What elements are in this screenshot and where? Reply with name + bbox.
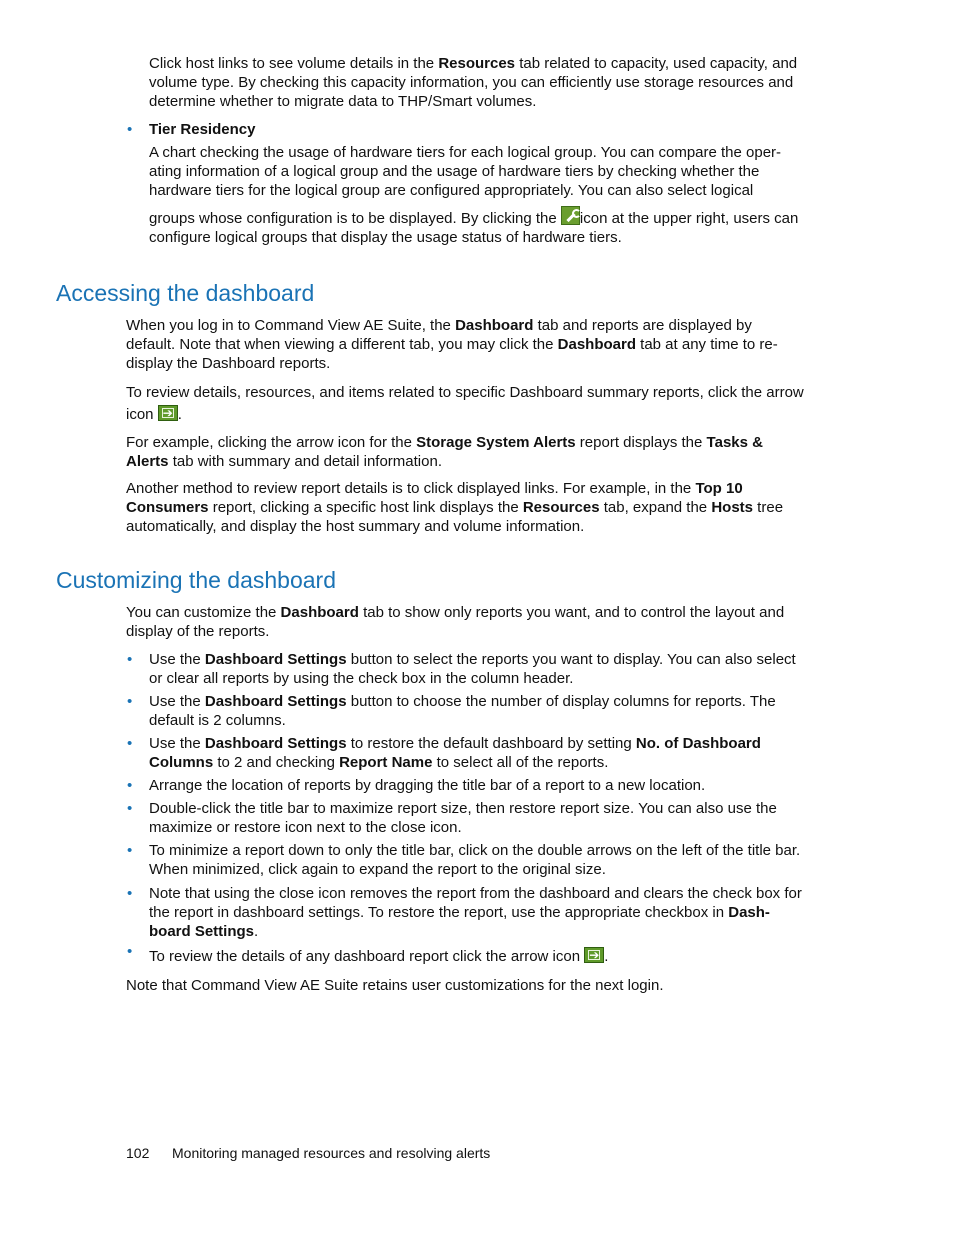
text: For example, clicking the arrow icon for the xyxy=(126,434,417,451)
term-storage-system-alerts: Storage System Alerts xyxy=(416,434,576,451)
list-item xyxy=(127,799,804,837)
tier-residency-paragraph xyxy=(149,143,804,247)
text: Arrange the location of reports by dragging the title bar of a report to a new location. xyxy=(149,777,706,794)
list-item xyxy=(127,734,804,772)
page-number: 102 xyxy=(126,1145,150,1161)
text: To minimize a report down to only the title bar, click on the double arrows on the left of the title bar. When minimized, click again to expand the report to the original size. xyxy=(149,842,801,878)
text: tab to show only reports you want, and to control the layout and display of the reports. xyxy=(126,604,785,640)
bullet-marker: • xyxy=(127,693,133,710)
bullet-marker: • xyxy=(127,885,133,902)
list-item xyxy=(127,776,804,795)
text: button to choose the number of display columns for reports. The default is 2 columns. xyxy=(149,693,776,729)
term-dashboard-settings: Dashboard Settings xyxy=(204,651,347,668)
term-report-name: Report Name xyxy=(339,754,433,771)
text: Another method to review report details is to click displayed links. For example, in the xyxy=(126,480,696,497)
term-tasks-alerts: Tasks & Alerts xyxy=(126,434,763,470)
bullet-marker: • xyxy=(127,121,133,138)
accessing-paragraph-4 xyxy=(126,479,804,536)
heading-customizing-dashboard: Customizing the dashboard xyxy=(56,567,336,593)
bullet-marker: • xyxy=(127,735,133,752)
term-no-of-dashboard-columns: No. of Dashboard Columns xyxy=(149,735,761,771)
text: report displays the xyxy=(575,434,707,451)
text: To review details, resources, and items related to specific Dashboard summary reports, click the arrow icon xyxy=(126,384,804,423)
accessing-paragraph-1 xyxy=(126,316,804,373)
text: tab with summary and detail information. xyxy=(168,453,442,470)
arrow-icon xyxy=(158,405,178,421)
text: A chart checking the usage of hardware tiers for each logical group. You can compare the oper-ating information of a logical group and the usage of hardware tiers by checking whether the hardware tiers for the logical group are configured appropriately. You can also select logical xyxy=(149,144,782,199)
accessing-paragraph-3 xyxy=(126,433,804,471)
customizing-note xyxy=(126,976,804,995)
heading-accessing-dashboard: Accessing the dashboard xyxy=(56,280,315,306)
wrench-icon xyxy=(561,206,580,225)
text: Note that using the close icon removes the report from the dashboard and clears the check box for the report in dashboard settings. To restore the report, use the appropriate checkbox in xyxy=(149,885,802,921)
list-item xyxy=(127,841,804,879)
accessing-paragraph-2 xyxy=(126,382,804,426)
page-footer xyxy=(126,1144,490,1162)
arrow-icon xyxy=(584,947,604,963)
customizing-paragraph-1 xyxy=(126,603,804,641)
text: tree automatically, and display the host summary and volume information. xyxy=(126,499,784,535)
text: To review the details of any dashboard report click the arrow icon xyxy=(149,948,585,965)
text: to 2 and checking xyxy=(213,754,340,771)
tier-residency-item xyxy=(127,120,804,139)
bullet-marker: • xyxy=(127,800,133,817)
term-dashboard: Dashboard xyxy=(455,317,534,334)
term-top-10-consumers: Top 10 Consumers xyxy=(126,480,743,516)
term-dashboard: Dashboard xyxy=(557,336,636,353)
text: tab related to capacity, used capacity, and volume type. By checking this capacity information, you can efficiently use storage resources and determine whether to migrate data to THP/Smart volumes. xyxy=(149,55,798,110)
list-item xyxy=(127,943,804,968)
bullet-marker: • xyxy=(127,777,133,794)
text: icon at the upper right, users can configure logical groups that display the usage status of hardware tiers. xyxy=(149,210,799,246)
text: Use the xyxy=(149,651,205,668)
text: Use the xyxy=(149,735,205,752)
bullet-marker: • xyxy=(127,842,133,859)
list-item xyxy=(127,884,804,941)
list-item xyxy=(127,692,804,730)
text: When you log in to Command View AE Suite, the xyxy=(126,317,456,334)
bullet-marker: • xyxy=(127,943,133,960)
text: to select all of the reports. xyxy=(432,754,609,771)
text: . xyxy=(177,406,182,423)
term-dashboard-settings: Dashboard Settings xyxy=(204,735,347,752)
term-dashboard-settings: Dashboard Settings xyxy=(204,693,347,710)
text: . xyxy=(604,948,609,965)
text: . xyxy=(254,923,259,940)
term-hosts: Hosts xyxy=(711,499,754,516)
text: tab at any time to re-display the Dashboard reports. xyxy=(126,336,778,372)
term-dashboard-settings: Dash-board Settings xyxy=(149,904,770,940)
text: Use the xyxy=(149,693,205,710)
term-dashboard: Dashboard xyxy=(280,604,359,621)
intro-paragraph xyxy=(149,54,804,111)
term-resources: Resources xyxy=(522,499,600,516)
bullet-marker: • xyxy=(127,651,133,668)
text: tab and reports are displayed by default. Note that when viewing a different tab, you may click the xyxy=(126,317,752,353)
text: Note that Command View AE Suite retains user customizations for the next login. xyxy=(126,977,664,994)
text: to restore the default dashboard by setting xyxy=(346,735,636,752)
tier-residency-title: Tier Residency xyxy=(149,121,256,138)
chapter-title: Monitoring managed resources and resolving alerts xyxy=(172,1145,491,1161)
text: tab, expand the xyxy=(599,499,712,516)
text: groups whose configuration is to be displayed. By clicking the xyxy=(149,210,561,227)
list-item xyxy=(127,650,804,688)
term-resources: Resources xyxy=(438,55,516,72)
text: report, clicking a specific host link displays the xyxy=(208,499,523,516)
text: Click host links to see volume details in the xyxy=(149,55,439,72)
text: You can customize the xyxy=(126,604,281,621)
text: Double-click the title bar to maximize report size, then restore report size. You can also use the maximize or restore icon next to the close icon. xyxy=(149,800,777,836)
text: button to select the reports you want to display. You can also select or clear all reports by using the check box in the column header. xyxy=(149,651,796,687)
